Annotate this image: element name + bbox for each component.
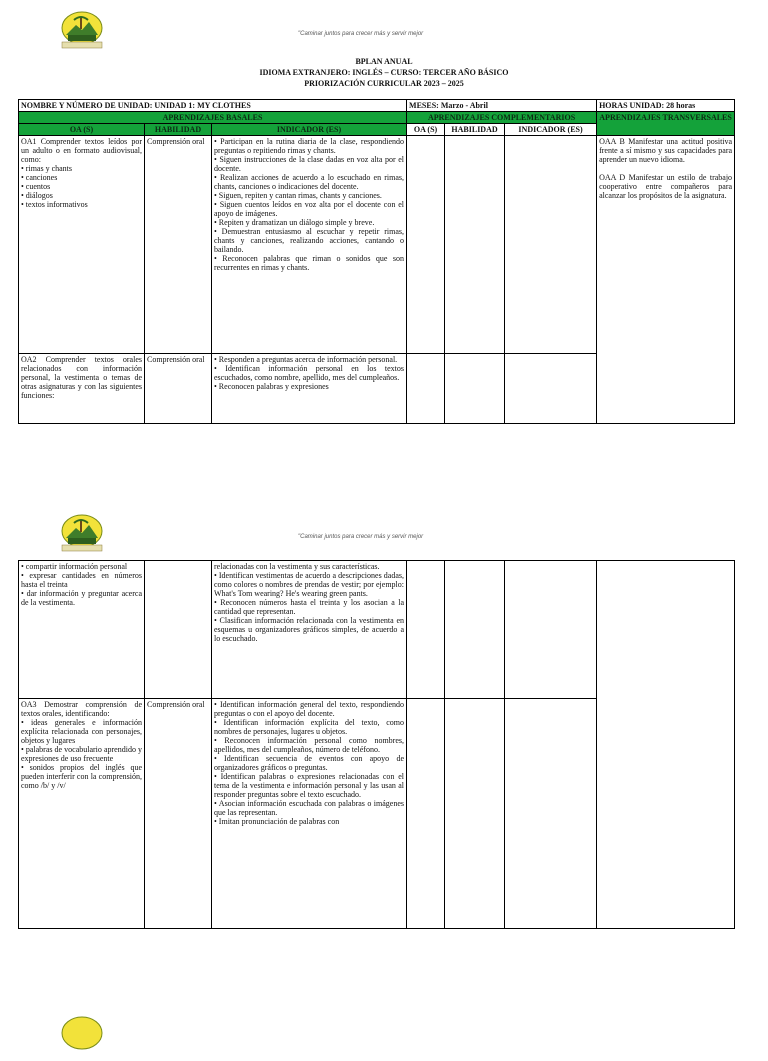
oa2-habilidad: Comprensión oral [145, 354, 212, 424]
oa1-item: • cuentos [21, 182, 51, 191]
col-indicador-comp: INDICADOR (ES) [505, 124, 597, 136]
indicador: • Identifican secuencia de eventos con apoyo de organizadores gráficos o preguntas. [214, 754, 404, 772]
oa3-habilidad: Comprensión oral [145, 699, 212, 929]
oa3-cell [19, 699, 145, 929]
title-priorizacion: PRIORIZACIÓN CURRICULAR 2023 – 2025 [304, 79, 464, 88]
header-complementarios: APRENDIZAJES COMPLEMENTARIOS [407, 112, 597, 124]
col-habilidad: HABILIDAD [145, 124, 212, 136]
oa2-indicadores-cont [212, 561, 407, 699]
indicador: • Identifican información personal en los textos escuchados, como nombre, apellido, mes del cumpleaños. [214, 364, 405, 382]
indicador: • Reconocen información personal como nombres, apellidos, mes del cumpleaños, número de teléfono. [214, 736, 404, 754]
empty-cell [445, 354, 505, 424]
empty-cell [445, 699, 505, 929]
indicador: • Imitan pronunciación de palabras con [214, 817, 340, 826]
indicador: • Siguen instrucciones de la clase dadas en voz alta por el docente. [214, 155, 405, 173]
oa1-indicadores [212, 136, 407, 354]
oa3-item: • sonidos propios del inglés que pueden interferir con la comprensión, como /b/ y /v/ [21, 763, 142, 790]
empty-cell [505, 561, 597, 699]
oa1-habilidad: Comprensión oral [145, 136, 212, 354]
indicador: • Siguen, repiten y cantan rimas, chants y canciones. [214, 191, 382, 200]
empty-cell [505, 699, 597, 929]
oa1-item: • textos informativos [21, 200, 88, 209]
unit-hours: HORAS UNIDAD: 28 horas [597, 100, 735, 112]
col-indicador: INDICADOR (ES) [212, 124, 407, 136]
col-habilidad-comp: HABILIDAD [445, 124, 505, 136]
indicador: • Identifican vestimentas de acuerdo a descripciones dadas, como colores o nombres de prendas de vestir; por ejemplo: What's Tom wearing? He's wearing green pants. [214, 571, 404, 598]
oa3-item: • ideas generales e información explícita relacionada con personajes, objetos y lugares [21, 718, 142, 745]
transversal-cell [597, 136, 735, 424]
oa2-item: • dar información y preguntar acerca de la vestimenta. [21, 589, 142, 607]
empty-cell [407, 699, 445, 929]
indicador: • Asocian información escuchada con palabras o imágenes que las representan. [214, 799, 404, 817]
unit-months: MESES: Marzo - Abril [407, 100, 597, 112]
unit-name: NOMBRE Y NÚMERO DE UNIDAD: UNIDAD 1: MY CLOTHES [19, 100, 407, 112]
oa1-item: • rimas y chants [21, 164, 73, 173]
oa2-cell: OA2 Comprender textos orales relacionados con información personal, la vestimenta o temas de otras asignaturas y con las siguientes funciones: [19, 354, 145, 424]
oa1-cell [19, 136, 145, 354]
indicador: • Reconocen números hasta el treinta y los asocian a la cantidad que representan. [214, 598, 404, 616]
empty-cell [445, 136, 505, 354]
school-logo [56, 1016, 108, 1056]
indicador: • Responden a preguntas acerca de información personal. [214, 355, 398, 364]
oa3-text: OA3 Demostrar comprensión de textos orales, identificando: [21, 700, 142, 718]
document-titles [0, 56, 768, 89]
empty-cell [407, 136, 445, 354]
motto-text: "Caminar juntos para crecer más y servir mejor [298, 534, 424, 540]
indicador: • Identifican información explícita del texto, como nombres de personajes, lugares u objetos. [214, 718, 404, 736]
empty-cell [407, 354, 445, 424]
school-logo [56, 11, 108, 51]
col-oa: OA (S) [19, 124, 145, 136]
oa3-item: • palabras de vocabulario aprendido y expresiones de uso frecuente [21, 745, 142, 763]
oa2-indicadores [212, 354, 407, 424]
empty-cell [505, 354, 597, 424]
indicador: • Repiten y dramatizan un diálogo simple y breve. [214, 218, 375, 227]
indicador: • Realizan acciones de acuerdo a lo escuchado en rimas, chants, canciones o indicaciones del docente. [214, 173, 405, 191]
oa2-item: • compartir información personal [21, 562, 128, 571]
title-subject: IDIOMA EXTRANJERO: INGLÉS – CURSO: TERCER AÑO BÁSICO [259, 68, 509, 77]
oa2-item: • expresar cantidades en números hasta el treinta [21, 571, 142, 589]
col-oa-comp: OA (S) [407, 124, 445, 136]
plan-table-page2 [18, 560, 735, 929]
transversal-b: OAA B Manifestar una actitud positiva frente a sí mismo y sus capacidades para aprender un nuevo idioma. [599, 137, 733, 164]
indicador: • Participan en la rutina diaria de la clase, respondiendo preguntas o repitiendo rimas y chants. [214, 137, 405, 155]
empty-cell [445, 561, 505, 699]
transversal-d: OAA D Manifestar un estilo de trabajo cooperativo entre compañeros para alcanzar los propósitos de la asignatura. [599, 173, 733, 200]
empty-cell [597, 561, 735, 929]
header-transversales: APRENDIZAJES TRANSVERSALES [597, 112, 735, 136]
indicador: • Reconocen palabras que riman o sonidos que son recurrentes en rimas y chants. [214, 254, 405, 272]
indicador: • Siguen cuentos leídos en voz alta por el docente con el apoyo de imágenes. [214, 200, 405, 218]
indicador: • Identifican palabras o expresiones relacionadas con el tema de la vestimenta e información personal y las usan al responder preguntas sobre el texto escuchado. [214, 772, 404, 799]
motto-text: "Caminar juntos para crecer más y servir mejor [298, 31, 424, 37]
school-logo [56, 514, 108, 554]
indicador: • Reconocen palabras y expresiones [214, 382, 329, 391]
oa2-continued [19, 561, 145, 699]
empty-cell [505, 136, 597, 354]
indicador: • Clasifican información relacionada con la vestimenta en esquemas u organizadores gráficos simples, de acuerdo a lo escuchado. [214, 616, 404, 643]
empty-cell [407, 561, 445, 699]
plan-table-page1 [18, 99, 735, 424]
indicador: • Demuestran entusiasmo al escuchar y repetir rimas, chants y canciones, realizando acciones, cantando o bailando. [214, 227, 405, 254]
oa3-indicadores [212, 699, 407, 929]
oa1-item: • canciones [21, 173, 58, 182]
title-plan: BPLAN ANUAL [355, 57, 413, 66]
header-basales: APRENDIZAJES BASALES [19, 112, 407, 124]
empty-cell [145, 561, 212, 699]
oa1-text: OA1 Comprender textos leídos por un adulto o en formato audiovisual, como: [21, 137, 142, 164]
indicador: • Identifican información general del texto, respondiendo preguntas o con el apoyo del docente. [214, 700, 404, 718]
indicador: relacionadas con la vestimenta y sus características. [214, 562, 380, 571]
oa1-item: • diálogos [21, 191, 53, 200]
